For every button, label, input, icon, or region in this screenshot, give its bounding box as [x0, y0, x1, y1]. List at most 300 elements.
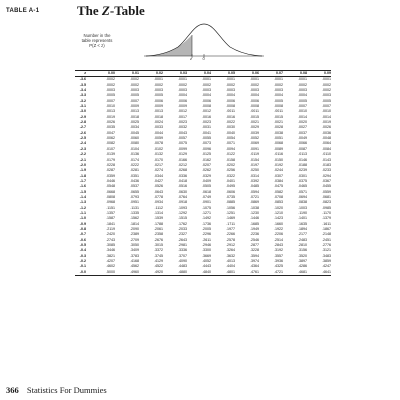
table-cell: .3372 [154, 248, 163, 253]
table-cell: .0113 [298, 152, 307, 157]
table-cell: .4522 [154, 264, 163, 269]
table-cell: .0239 [298, 168, 307, 173]
row-z-value: -3.2 [79, 98, 86, 103]
table-cell: .0002 [274, 82, 283, 87]
header-col-9: 0.08 [283, 71, 307, 77]
table-cell: .3300 [202, 248, 211, 253]
table-cell: .1977 [226, 226, 235, 231]
table-cell: .0069 [250, 141, 259, 146]
table-cell: .2148 [322, 232, 331, 237]
table-cell: .2709 [130, 237, 139, 242]
table-cell: .1446 [250, 216, 259, 221]
table-cell: .0010 [298, 109, 307, 114]
table-cell: .2090 [130, 226, 139, 231]
table-cell: .0901 [202, 200, 211, 205]
table-cell: .1357 [106, 210, 115, 215]
row-z-value: -2.2 [79, 152, 86, 157]
table-cell: .0375 [298, 178, 307, 183]
table-cell: .0001 [274, 77, 283, 82]
table-cell: .0047 [106, 130, 115, 135]
table-cell: .0045 [130, 130, 139, 135]
row-z-value: -1.4 [79, 194, 86, 199]
caption-line-1: Number in the [83, 33, 111, 38]
table-cell: .2177 [298, 232, 307, 237]
table-cell: .0054 [226, 136, 235, 141]
table-cell: .0071 [226, 141, 235, 146]
table-cell: .0559 [322, 189, 331, 194]
table-cell: .0179 [106, 157, 115, 162]
table-cell: .3446 [106, 248, 115, 253]
row-z-value: -2.4 [79, 141, 86, 146]
table-cell: .1894 [298, 226, 307, 231]
table-cell: .2061 [154, 226, 163, 231]
table-cell: .3859 [322, 259, 331, 264]
table-cell: .0007 [130, 98, 139, 103]
table-cell: .0078 [154, 141, 163, 146]
table-cell: .0040 [226, 130, 235, 135]
table-cell: .0066 [298, 141, 307, 146]
row-z-value: -3.3 [79, 93, 86, 98]
title-prefix: The [77, 3, 102, 18]
row-z-value: -3.6 [79, 77, 86, 82]
table-cell: .0192 [274, 162, 283, 167]
page-title [77, 3, 145, 19]
row-z-value: -0.1 [79, 264, 86, 269]
header-col-10: 0.09 [307, 71, 331, 77]
table-cell: .3483 [322, 253, 331, 258]
row-z-value: -3.0 [79, 109, 86, 114]
table-cell: .0643 [154, 189, 163, 194]
table-cell: .0150 [274, 157, 283, 162]
table-cell: .0427 [154, 178, 163, 183]
table-cell: .3821 [106, 253, 115, 258]
table-cell: .0034 [130, 125, 139, 130]
header-col-4: 0.03 [163, 71, 187, 77]
table-cell: .3409 [130, 248, 139, 253]
table-cell: .0007 [298, 104, 307, 109]
table-cell: .0015 [274, 114, 283, 119]
table-cell: .0094 [226, 146, 235, 151]
table-cell: .0099 [178, 146, 187, 151]
table-cell: .0004 [250, 93, 259, 98]
table-cell: .0009 [130, 104, 139, 109]
table-cell: .0262 [202, 168, 211, 173]
normal-curve-figure [58, 20, 348, 66]
table-cell: .3974 [250, 259, 259, 264]
table-cell: .4801 [211, 270, 235, 276]
table-cell: .0051 [274, 136, 283, 141]
row-z-value: -0.0 [75, 270, 91, 276]
table-cell: .0055 [202, 136, 211, 141]
row-z-value: -0.8 [79, 226, 86, 231]
row-z-value: -2.3 [79, 146, 86, 151]
table-cell: .0005 [298, 98, 307, 103]
table-cell: .0548 [106, 184, 115, 189]
row-z-value: -1.7 [79, 178, 86, 183]
table-cell: .0104 [130, 146, 139, 151]
table-cell: .0013 [106, 109, 115, 114]
table-cell: .0951 [130, 200, 139, 205]
table-cell: .0197 [250, 162, 259, 167]
table-cell: .0010 [322, 109, 331, 114]
table-cell: .0708 [274, 194, 283, 199]
table-cell: .0336 [178, 173, 187, 178]
table-cell: .0102 [154, 146, 163, 151]
table-cell: .2578 [226, 237, 235, 242]
header-col-8: 0.07 [259, 71, 283, 77]
table-cell: .0314 [250, 173, 259, 178]
table-cell: .0026 [322, 125, 331, 130]
table-cell: .4325 [274, 264, 283, 269]
table-cell: .0505 [202, 184, 211, 189]
table-cell: .0021 [274, 120, 283, 125]
table-cell: .3192 [274, 248, 283, 253]
table-cell: .0436 [130, 178, 139, 183]
table-cell: .0359 [106, 173, 115, 178]
header-col-1: 0.00 [91, 71, 115, 77]
table-cell: .0885 [226, 200, 235, 205]
table-cell: .0329 [202, 173, 211, 178]
table-cell: .0853 [274, 200, 283, 205]
table-cell: .0009 [154, 104, 163, 109]
table-cell: .0026 [106, 120, 115, 125]
table-cell: .3936 [274, 259, 283, 264]
table-cell: .1170 [322, 210, 331, 215]
table-cell: .0934 [154, 200, 163, 205]
table-cell: .0007 [322, 104, 331, 109]
table-cell: .0003 [154, 88, 163, 93]
table-cell: .0084 [322, 146, 331, 151]
table-cell: .0006 [178, 98, 187, 103]
table-cell: .0019 [322, 120, 331, 125]
table-cell: .0005 [154, 93, 163, 98]
table-cell: .1867 [322, 226, 331, 231]
table-cell: .1075 [202, 205, 211, 210]
table-cell: .0526 [154, 184, 163, 189]
table-cell: .0008 [274, 104, 283, 109]
header-col-7: 0.06 [235, 71, 259, 77]
table-cell: .4840 [187, 270, 211, 276]
table-cell: .0028 [274, 125, 283, 130]
table-cell: .4404 [226, 264, 235, 269]
table-cell: .0004 [274, 93, 283, 98]
table-cell: .1314 [154, 210, 163, 215]
table-cell: .0087 [298, 146, 307, 151]
table-cell: .0002 [250, 82, 259, 87]
table-cell: .0089 [274, 146, 283, 151]
table-cell: .1711 [226, 221, 235, 226]
table-cell: .3050 [130, 243, 139, 247]
table-cell: .0014 [298, 114, 307, 119]
table-cell: .0367 [322, 178, 331, 183]
table-cell: .0013 [130, 109, 139, 114]
table-cell: .0274 [154, 168, 163, 173]
table-cell: .0384 [274, 178, 283, 183]
table-cell: .0764 [178, 194, 187, 199]
table-cell: .0244 [274, 168, 283, 173]
table-cell: .0122 [226, 152, 235, 157]
table-cell: .0002 [106, 77, 115, 82]
table-cell: .1335 [130, 210, 139, 215]
table-cell: .1190 [298, 210, 307, 215]
table-cell: .0162 [202, 157, 211, 162]
book-title: Statistics For Dummies [26, 385, 107, 395]
table-cell: .0008 [250, 104, 259, 109]
table-cell: .0013 [154, 109, 163, 114]
table-cell: .0001 [178, 77, 187, 82]
table-cell: .4562 [130, 264, 139, 269]
table-cell: .0002 [130, 77, 139, 82]
table-cell: .1492 [202, 216, 211, 221]
table-cell: .0003 [178, 88, 187, 93]
table-cell: .0044 [154, 130, 163, 135]
table-cell: .1379 [322, 216, 331, 221]
table-cell: .0001 [322, 77, 331, 82]
table-cell: .0418 [178, 178, 187, 183]
table-cell: .4013 [226, 259, 235, 264]
table-cell: .2236 [250, 232, 259, 237]
table-cell: .3336 [178, 248, 187, 253]
table-cell: .3156 [298, 248, 307, 253]
row-z-value: -2.9 [79, 114, 86, 119]
table-cell: .0014 [322, 114, 331, 119]
table-cell: .0268 [178, 168, 187, 173]
table-cell: .2483 [298, 237, 307, 242]
table-cell: .2119 [106, 226, 115, 231]
table-cell: .1515 [178, 216, 187, 221]
table-cell: .0015 [250, 114, 259, 119]
row-z-value: -0.7 [79, 232, 86, 237]
row-z-value: -0.2 [79, 259, 86, 264]
table-cell: .2420 [106, 232, 115, 237]
table-cell: .0166 [178, 157, 187, 162]
table-cell: .0003 [106, 88, 115, 93]
table-cell: .0017 [178, 114, 187, 119]
table-cell: .0116 [274, 152, 283, 157]
table-cell: .2611 [202, 237, 211, 242]
table-cell: .0003 [226, 88, 235, 93]
table-cell: .3264 [226, 248, 235, 253]
z-table [75, 70, 331, 276]
table-cell: .0582 [274, 189, 283, 194]
row-z-value: -3.5 [79, 82, 86, 87]
table-cell: .1922 [274, 226, 283, 231]
table-cell: .0011 [274, 109, 283, 114]
table-cell: .0002 [106, 82, 115, 87]
table-cell: .1131 [130, 205, 139, 210]
table-cell: .0003 [202, 88, 211, 93]
table-cell: .1841 [106, 221, 115, 226]
table-cell: .4364 [250, 264, 259, 269]
table-cell: .0985 [322, 205, 331, 210]
table-cell: .0004 [202, 93, 211, 98]
table-cell: .0038 [274, 130, 283, 135]
table-cell: .4286 [298, 264, 307, 269]
table-cell: .3669 [202, 253, 211, 258]
table-cell: .0516 [178, 184, 187, 189]
table-cell: .0043 [178, 130, 187, 135]
table-cell: .1660 [274, 221, 283, 226]
table-cell: .4960 [115, 270, 139, 276]
table-cell: .2743 [106, 237, 115, 242]
table-cell: .1423 [274, 216, 283, 221]
table-cell: .0455 [322, 184, 331, 189]
table-cell: .0002 [298, 82, 307, 87]
table-cell: .0005 [322, 98, 331, 103]
table-cell: .0036 [322, 130, 331, 135]
table-cell: .0250 [250, 168, 259, 173]
table-cell: .4681 [283, 270, 307, 276]
table-cell: .0004 [178, 93, 187, 98]
page-footer [6, 385, 107, 395]
table-cell: .2546 [250, 237, 259, 242]
row-z-value: -1.8 [79, 173, 86, 178]
table-cell: .2514 [274, 237, 283, 242]
table-cell: .1611 [322, 221, 331, 226]
table-cell: .0027 [298, 125, 307, 130]
table-cell: .0793 [130, 194, 139, 199]
row-z-value: -0.9 [79, 221, 86, 226]
table-cell: .0158 [226, 157, 235, 162]
table-cell: .0129 [178, 152, 187, 157]
table-cell: .0005 [274, 98, 283, 103]
row-z-value: -1.6 [79, 184, 86, 189]
table-cell: .0119 [250, 152, 259, 157]
table-cell: .0009 [178, 104, 187, 109]
table-cell: .0808 [106, 194, 115, 199]
row-z-value: -2.7 [79, 125, 86, 130]
table-cell: .0003 [298, 88, 307, 93]
table-body [75, 77, 331, 276]
header-col-6: 0.05 [211, 71, 235, 77]
table-cell: .3121 [322, 248, 331, 253]
table-cell: .3897 [298, 259, 307, 264]
table-cell: .1020 [274, 205, 283, 210]
table-cell: .0048 [322, 136, 331, 141]
table-cell: .0031 [202, 125, 211, 130]
table-cell: .0002 [226, 82, 235, 87]
table-cell: .0838 [298, 200, 307, 205]
table-cell: .2643 [178, 237, 187, 242]
table-cell: .0344 [154, 173, 163, 178]
table-cell: .0655 [130, 189, 139, 194]
table-cell: .2877 [250, 243, 259, 247]
table-cell: .0012 [202, 109, 211, 114]
table-cell: .1271 [202, 210, 211, 215]
table-cell: .0217 [154, 162, 163, 167]
row-z-value: -2.8 [79, 120, 86, 125]
table-cell: .0301 [298, 173, 307, 178]
table-cell: .0183 [322, 162, 331, 167]
table-cell: .0002 [202, 82, 211, 87]
table-cell: .2912 [226, 243, 235, 247]
table-cell: .0668 [106, 189, 115, 194]
table-cell: .0004 [226, 93, 235, 98]
table-cell: .2296 [202, 232, 211, 237]
table-cell: .0080 [130, 141, 139, 146]
row-z-value: -1.0 [79, 216, 86, 221]
table-cell: .0002 [130, 82, 139, 87]
table-cell: .0146 [298, 157, 307, 162]
table-cell: .1151 [106, 205, 115, 210]
z-tick-label: z [190, 56, 192, 61]
table-cell: .0681 [322, 194, 331, 199]
table-cell: .0041 [202, 130, 211, 135]
table-cell: .1112 [154, 205, 163, 210]
table-cell: .0012 [178, 109, 187, 114]
table-cell: .0125 [202, 152, 211, 157]
table-cell: .0057 [178, 136, 187, 141]
table-cell: .0721 [250, 194, 259, 199]
table-cell: .0025 [130, 120, 139, 125]
table-cell: .0392 [250, 178, 259, 183]
table-cell: .0228 [106, 162, 115, 167]
page-number: 366 [6, 385, 19, 395]
table-cell: .0096 [202, 146, 211, 151]
table-cell: .0207 [202, 162, 211, 167]
row-z-value: -2.6 [79, 130, 86, 135]
table-cell: .3745 [154, 253, 163, 258]
table-cell: .0007 [106, 98, 115, 103]
table-cell: .0495 [226, 184, 235, 189]
table-cell: .0002 [322, 88, 331, 93]
table-cell: .1210 [274, 210, 283, 215]
table-cell: .0446 [106, 178, 115, 183]
table-cell: .0033 [154, 125, 163, 130]
table-cell: .0023 [178, 120, 187, 125]
table-cell: .0606 [226, 189, 235, 194]
table-cell: .0618 [202, 189, 211, 194]
table-cell: .0016 [226, 114, 235, 119]
table-cell: .0001 [154, 77, 163, 82]
table-cell: .0307 [274, 173, 283, 178]
row-z-value: -0.6 [79, 237, 86, 242]
table-cell: .0049 [298, 136, 307, 141]
table-cell: .1814 [130, 221, 139, 226]
table-cell: .0032 [178, 125, 187, 130]
table-cell: .1539 [154, 216, 163, 221]
table-cell: .0409 [202, 178, 211, 183]
table-cell: .4443 [202, 264, 211, 269]
table-cell: .0485 [250, 184, 259, 189]
table-cell: .0037 [298, 130, 307, 135]
table-cell: .0110 [322, 152, 331, 157]
table-cell: .0778 [154, 194, 163, 199]
table-cell: .0064 [322, 141, 331, 146]
table-cell: .4721 [259, 270, 283, 276]
table-cell: .0005 [106, 93, 115, 98]
table-cell: .1292 [178, 210, 187, 215]
table-cell: .0006 [226, 98, 235, 103]
table-cell: .3015 [154, 243, 163, 247]
table-cell: .1038 [250, 205, 259, 210]
table-cell: .0294 [322, 173, 331, 178]
table-cell: .2451 [322, 237, 331, 242]
table-cell: .0107 [106, 146, 115, 151]
table-cell: .4090 [178, 259, 187, 264]
header-col-3: 0.02 [139, 71, 163, 77]
row-z-value: -0.3 [79, 253, 86, 258]
table-cell: .2358 [154, 232, 163, 237]
table-cell: .0024 [154, 120, 163, 125]
header-col-2: 0.01 [115, 71, 139, 77]
table-cell: .3557 [274, 253, 283, 258]
row-z-value: -0.5 [79, 243, 86, 247]
table-cell: .1587 [106, 216, 115, 221]
row-z-value: -1.3 [79, 200, 86, 205]
table-cell: .0091 [250, 146, 259, 151]
table-cell: .0021 [250, 120, 259, 125]
